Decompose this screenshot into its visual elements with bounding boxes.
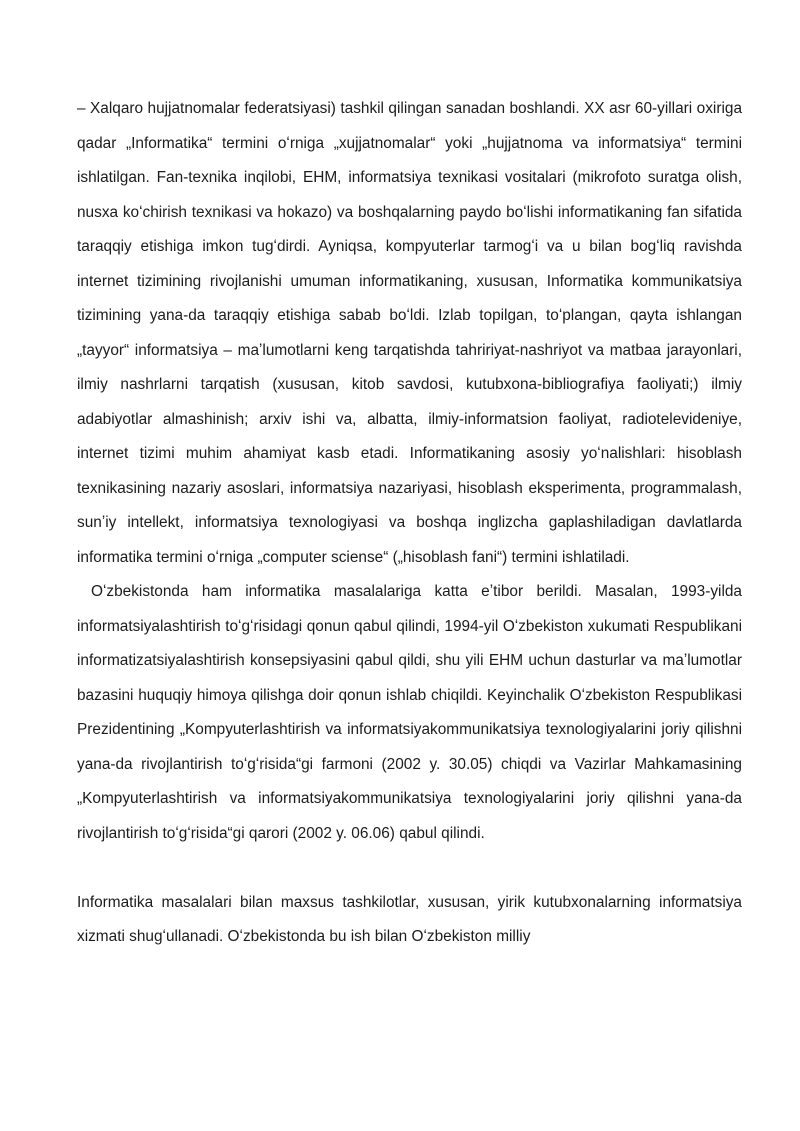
paragraph-2: Oʻzbekistonda ham informatika masalalariga katta eʼtibor berildi. Masalan, 1993-yilda informatsiyalashtirish toʻgʻrisidagi qonun qabul qilindi, 1994-yil Oʻzbekiston xukumati Respublikani informatizatsiyalashtirish konsepsiyasini qabul qildi, shu yili EHM uchun dasturlar va maʼlumotlar bazasini huquqiy himoya qilishga doir qonun ishlab chiqildi. Keyinchalik Oʻzbekiston Respublikasi Prezidentining „Kompyuterlashtirish va informatsiyakommunikatsiya texnologiyalarini joriy qilishni yana-da rivojlantirish toʻgʻrisida“gi farmoni (2002 y. 30.05) chiqdi va Vazirlar Mahkamasining „Kompyuterlashtirish va informatsiyakommunikatsiya texnologiyalarini joriy qilishni yana-da rivojlantirish toʻgʻrisida“gi qarori (2002 y. 06.06) qabul qilindi.	[77, 583, 742, 842]
document-page	[77, 92, 742, 955]
paragraph-spacer	[77, 851, 742, 886]
paragraph-1: – Xalqaro hujjatnomalar federatsiyasi) tashkil qilingan sanadan boshlandi. XX asr 60-yillari oxiriga qadar „Informatika“ termini oʻrniga „xujjatnomalar“ yoki „hujjatnoma va informatsiya“ termini ishlatilgan. Fan-texnika inqilobi, EHM, informatsiya texnikasi vositalari (mikrofoto suratga olish, nusxa koʻchirish texnikasi va hokazo) va boshqalarning paydo boʻlishi informatikaning fan sifatida taraqqiy etishiga imkon tugʻdirdi. Ayniqsa, kompyuterlar tarmogʻi va u bilan bogʻliq ravishda internet tizimining rivojlanishi umuman informatikaning, xususan, Informatika kommunikatsiya tizimining yana-da taraqqiy etishiga sabab boʻldi. Izlab topilgan, toʻplangan, qayta ishlangan „tayyor“ informatsiya – maʼlumotlarni keng tarqatishda tahririyat-nashriyot va matbaa jarayonlari, ilmiy nashrlarni tarqatish (xususan, kitob savdosi, kutubxona-bibliografiya faoliyati;) ilmiy adabiyotlar almashinish; arxiv ishi va, albatta, ilmiy-informatsion faoliyat, radiotelevideniye, internet tizimi muhim ahamiyat kasb etadi. Informatikaning asosiy yoʻnalishlari: hisoblash texnikasining nazariy asoslari, informatsiya nazariyasi, hisoblash eksperimenta, programmalash, sunʼiy intellekt, informatsiya texnologiyasi va boshqa inglizcha gaplashiladigan davlatlarda informatika termini oʻrniga „computer sciense“ („hisoblash fani“) termini ishlatiladi.	[77, 100, 742, 566]
paragraph-3: Informatika masalalari bilan maxsus tashkilotlar, xususan, yirik kutubxonalarning informatsiya xizmati shugʻullanadi. Oʻzbekistonda bu ish bilan Oʻzbekiston milliy	[77, 893, 742, 945]
